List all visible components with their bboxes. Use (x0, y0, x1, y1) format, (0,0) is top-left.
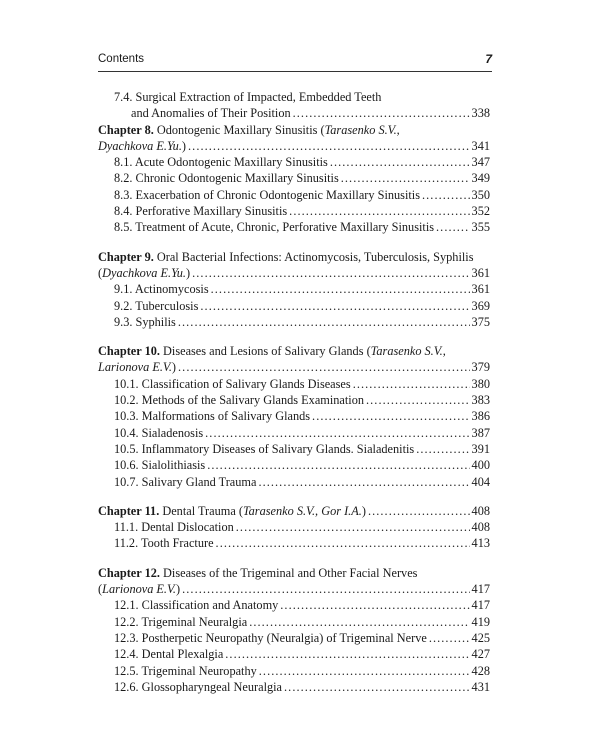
toc-page-number: 383 (471, 393, 490, 408)
toc-entry-text: 12.5. Trigeminal Neuropathy (114, 663, 257, 678)
toc-page-number: 391 (471, 441, 490, 456)
dot-leader (211, 281, 470, 297)
dot-leader (259, 663, 470, 679)
chapter-8-items (98, 154, 490, 235)
toc-entry[interactable] (98, 646, 490, 662)
toc-page-number: 350 (471, 187, 490, 202)
chapter-12-heading-cont[interactable] (98, 581, 490, 597)
dot-leader (205, 425, 469, 441)
dot-leader (178, 314, 470, 330)
toc-entry-text: 9.1. Actinomycosis (114, 282, 209, 297)
chapter-8-heading[interactable] (98, 122, 490, 138)
dot-leader (436, 219, 470, 235)
toc-entry-text: 7.4. Surgical Extraction of Impacted, Embedded Teeth (114, 90, 382, 104)
toc-entry-text: 10.6. Sialolithiasis (114, 458, 206, 473)
chapter-11-heading[interactable] (98, 503, 490, 519)
dot-leader (312, 408, 470, 424)
chapter-authors: Dyachkova E.Yu. (98, 138, 182, 153)
dot-leader (280, 597, 469, 613)
toc-entry-text: 12.3. Postherpetic Neuropathy (Neuralgia) of Trigeminal Nerve (114, 630, 427, 645)
toc-entry-text: 10.3. Malformations of Salivary Glands (114, 409, 311, 424)
chapter-label: Chapter 12. (98, 565, 160, 580)
toc-page-number: 400 (471, 458, 490, 473)
dot-leader (353, 376, 470, 392)
chapter-10-items (98, 376, 490, 490)
chapter-9-items (98, 281, 490, 330)
toc-entry[interactable] (98, 441, 490, 457)
chapter-12-items (98, 597, 490, 695)
toc-page-number: 379 (471, 360, 490, 375)
toc-page-number: 387 (471, 425, 490, 440)
toc-page-number: 427 (471, 647, 490, 662)
toc-page-number: 386 (471, 409, 490, 424)
toc-page-number: 338 (471, 106, 490, 121)
toc-entry[interactable] (98, 298, 490, 314)
table-of-contents (98, 89, 490, 695)
dot-leader (366, 392, 470, 408)
dot-leader (422, 187, 470, 203)
toc-entry[interactable] (98, 425, 490, 441)
toc-page-number: 431 (471, 679, 490, 694)
toc-entry[interactable] (98, 281, 490, 297)
toc-entry-text: 10.5. Inflammatory Diseases of Salivary Glands. Sialadenitis (114, 441, 415, 456)
page-number: 7 (485, 52, 492, 66)
toc-entry-text: 10.7. Salivary Gland Trauma (114, 474, 257, 489)
toc-entry[interactable] (98, 457, 490, 473)
toc-entry[interactable] (98, 408, 490, 424)
chapter-authors: Tarasenko S.V., Gor I.A. (242, 503, 362, 518)
toc-page-number: 361 (471, 282, 490, 297)
toc-entry-text: 12.6. Glossopharyngeal Neuralgia (114, 679, 283, 694)
toc-entry-text: 8.2. Chronic Odontogenic Maxillary Sinusitis (114, 171, 339, 186)
toc-entry[interactable] (98, 663, 490, 679)
toc-page-number: 361 (471, 265, 490, 280)
chapter-authors: Tarasenko S.V., (370, 344, 446, 359)
paren: ) (361, 503, 366, 518)
toc-page-number: 428 (471, 663, 490, 678)
dot-leader (258, 474, 469, 490)
chapter-authors: Dyachkova E.Yu. (102, 265, 187, 280)
dot-leader (216, 535, 470, 551)
toc-entry-text: 11.1. Dental Dislocation (114, 520, 234, 535)
toc-page-number: 355 (471, 220, 490, 235)
paren: ) (181, 138, 187, 153)
toc-entry-text: 12.4. Dental Plexalgia (114, 647, 224, 662)
toc-page-number: 417 (471, 598, 490, 613)
chapter-label: Chapter 9. (98, 249, 154, 264)
dot-leader (289, 203, 469, 219)
paren: ) (176, 582, 181, 597)
paren: ( (98, 265, 103, 280)
chapter-label: Chapter 11. (98, 503, 160, 518)
toc-page-number: 352 (471, 204, 490, 219)
toc-entry[interactable] (98, 154, 490, 170)
toc-page-number: 408 (471, 503, 490, 518)
chapter-title: Oral Bacterial Infections: Actinomycosis, Tuberculosis, Syphilis (153, 249, 474, 264)
dot-leader (341, 170, 470, 186)
chapter-9-heading-cont[interactable] (98, 265, 490, 281)
dot-leader (188, 138, 470, 154)
chapter-title: Diseases of the Trigeminal and Other Facial Nerves (159, 565, 418, 580)
toc-entry-text: 10.1. Classification of Salivary Glands Diseases (114, 376, 351, 391)
dot-leader (207, 457, 469, 473)
toc-entry[interactable] (98, 614, 490, 630)
header-title: Contents (98, 53, 145, 65)
toc-page-number: 404 (471, 474, 490, 489)
toc-entry-text: 9.2. Tuberculosis (114, 298, 199, 313)
chapter-authors: Larionova E.V. (102, 582, 177, 597)
toc-page-number: 413 (471, 536, 490, 551)
dot-leader (330, 154, 470, 170)
toc-entry[interactable] (98, 392, 490, 408)
chapter-label: Chapter 10. (98, 344, 160, 359)
toc-page-number: 417 (471, 582, 490, 597)
dot-leader (249, 614, 469, 630)
chapter-11-items (98, 519, 490, 552)
chapter-authors: Larionova E.V. (98, 360, 172, 375)
chapter-label: Chapter 8. (98, 122, 154, 137)
chapter-9-heading[interactable] (98, 249, 490, 265)
toc-entry[interactable] (98, 597, 490, 613)
dot-leader (368, 503, 470, 519)
dot-leader (284, 679, 470, 695)
toc-entry-text: 12.1. Classification and Anatomy (114, 598, 279, 613)
toc-entry-text: 11.2. Tooth Fracture (114, 536, 214, 551)
toc-entry-text: 10.4. Sialadenosis (114, 425, 204, 440)
toc-entry[interactable] (98, 376, 490, 392)
toc-page-number: 375 (471, 314, 490, 329)
chapter-8-heading-cont[interactable] (98, 138, 490, 154)
dot-leader (429, 630, 470, 646)
chapter-10-heading[interactable] (98, 343, 490, 359)
toc-entry-text: 12.2. Trigeminal Neuralgia (114, 614, 248, 629)
dot-leader (178, 359, 470, 375)
chapter-title: Diseases and Lesions of Salivary Glands ( (159, 344, 371, 359)
toc-page-number: 347 (471, 155, 490, 170)
dot-leader (225, 646, 469, 662)
paren: ( (98, 582, 103, 597)
paren: ) (171, 360, 177, 375)
dot-leader (416, 441, 469, 457)
toc-entry-text: 8.1. Acute Odontogenic Maxillary Sinusitis (114, 155, 328, 170)
toc-entry-7-4[interactable] (98, 105, 490, 121)
toc-page-number: 425 (471, 630, 490, 645)
toc-page-number: 380 (471, 376, 490, 391)
toc-entry-text: 9.3. Syphilis (114, 314, 176, 329)
toc-entry[interactable] (98, 203, 490, 219)
chapter-title: Dental Trauma ( (159, 503, 243, 518)
dot-leader (293, 105, 470, 121)
toc-entry[interactable] (98, 219, 490, 235)
chapter-authors: Tarasenko S.V., (324, 122, 400, 137)
toc-entry[interactable] (98, 519, 490, 535)
chapter-title: Odontogenic Maxillary Sinusitis ( (153, 122, 325, 137)
toc-entry-text: and Anomalies of Their Position (131, 106, 291, 121)
dot-leader (192, 265, 469, 281)
dot-leader (182, 581, 469, 597)
toc-entry-text: 8.5. Treatment of Acute, Chronic, Perforative Maxillary Sinusitis (114, 220, 435, 235)
toc-page-number: 369 (471, 298, 490, 313)
header-rule (98, 71, 492, 72)
toc-entry[interactable] (98, 679, 490, 695)
chapter-10-heading-cont[interactable] (98, 359, 490, 375)
toc-page-number: 341 (471, 138, 490, 153)
toc-page-number: 419 (471, 614, 490, 629)
chapter-12-heading[interactable] (98, 565, 490, 581)
toc-page-number: 349 (471, 171, 490, 186)
dot-leader (236, 519, 470, 535)
toc-entry[interactable] (98, 535, 490, 551)
toc-entry-text: 8.4. Perforative Maxillary Sinusitis (114, 204, 288, 219)
toc-entry-7-4-line1 (98, 89, 490, 105)
toc-entry[interactable] (98, 170, 490, 186)
paren: ) (186, 265, 191, 280)
running-header (98, 53, 492, 71)
toc-entry-text: 10.2. Methods of the Salivary Glands Examination (114, 393, 364, 408)
toc-entry-text: 8.3. Exacerbation of Chronic Odontogenic Maxillary Sinusitis (114, 187, 420, 202)
toc-entry[interactable] (98, 187, 490, 203)
toc-entry[interactable] (98, 314, 490, 330)
toc-entry[interactable] (98, 630, 490, 646)
toc-page-number: 408 (471, 520, 490, 535)
toc-entry[interactable] (98, 474, 490, 490)
dot-leader (200, 298, 469, 314)
